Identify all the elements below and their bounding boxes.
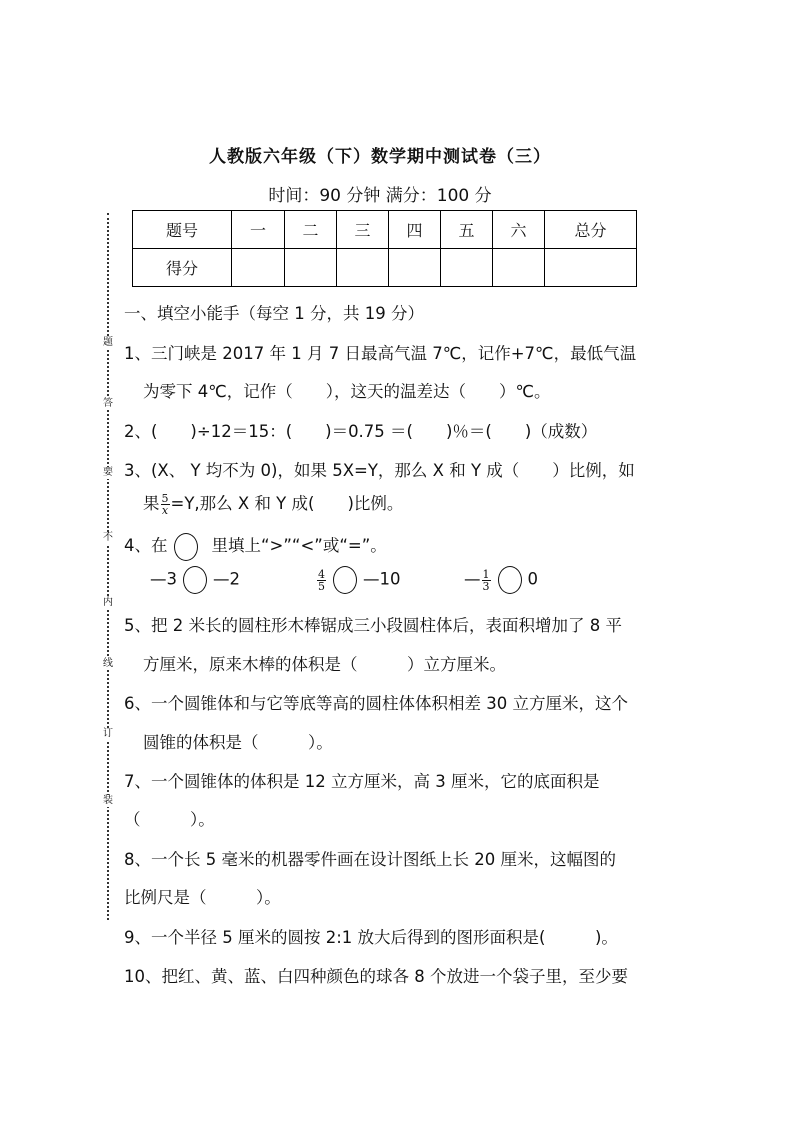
circle-blank-icon <box>174 533 198 561</box>
binding-char: 内 <box>103 597 113 608</box>
score-table-header-cell: 总分 <box>545 211 637 249</box>
question-8-line-1: 8、一个长 5 毫米的机器零件画在设计图纸上长 20 厘米，这幅图的 <box>124 850 616 869</box>
fraction-numerator: 5 <box>161 492 169 505</box>
compare-item-2 <box>316 566 401 594</box>
compare-right-value: 0 <box>527 569 538 589</box>
binding-char: 答 <box>103 398 113 409</box>
binding-char: 题 <box>103 337 113 348</box>
score-table-header-cell: 一 <box>232 211 285 249</box>
question-3-text: 果 <box>143 494 160 513</box>
fraction-5-over-x <box>161 493 170 516</box>
score-table-header-cell: 六 <box>493 211 545 249</box>
circle-blank-icon[interactable] <box>333 566 357 594</box>
binding-dotted-line <box>107 213 109 920</box>
score-table-header-row <box>133 211 637 249</box>
compare-item-3 <box>464 566 538 594</box>
circle-blank-icon[interactable] <box>183 566 207 594</box>
fraction-numerator: 4 <box>318 567 325 581</box>
score-cell <box>285 249 337 287</box>
binding-char: 不 <box>103 532 113 543</box>
binding-char: 装 <box>103 795 113 806</box>
score-cell <box>337 249 389 287</box>
fraction-denominator: 3 <box>482 579 490 593</box>
question-8-line-2: 比例尺是（ ）。 <box>124 888 281 907</box>
fraction-denominator: x <box>161 504 169 517</box>
score-cell <box>493 249 545 287</box>
fraction-1-over-3 <box>482 569 491 592</box>
circle-blank-icon[interactable] <box>498 566 522 594</box>
compare-right-value: —10 <box>363 569 401 589</box>
binding-char: 要 <box>103 467 113 478</box>
question-7-line-1: 7、一个圆锥体的体积是 12 立方厘米，高 3 厘米，它的底面积是 <box>124 772 600 791</box>
question-1-line-1: 1、三门峡是 2017 年 1 月 7 日最高气温 7℃，记作+7℃，最低气温 <box>124 344 637 363</box>
score-row-label: 得分 <box>133 249 232 287</box>
question-4 <box>124 532 387 561</box>
question-5-line-1: 5、把 2 米长的圆柱形木棒锯成三小段圆柱体后，表面积增加了 8 平 <box>124 616 622 635</box>
question-6-line-1: 6、一个圆锥体和与它等底等高的圆柱体体积相差 30 立方厘米，这个 <box>124 694 628 713</box>
question-1-line-2: 为零下 4℃，记作（ ），这天的温差达（ ）℃。 <box>143 382 551 401</box>
question-4-text: 里填上“>”“<”或“=”。 <box>211 536 387 555</box>
score-cell <box>389 249 441 287</box>
compare-right-value: —2 <box>213 569 240 589</box>
question-10-line-1: 10、把红、黄、蓝、白四种颜色的球各 8 个放进一个袋子里，至少要 <box>124 967 628 986</box>
compare-item-1 <box>150 566 240 594</box>
question-5-line-2: 方厘米，原来木棒的体积是（ ）立方厘米。 <box>143 655 506 674</box>
score-cell <box>545 249 637 287</box>
score-table-header-cell: 四 <box>389 211 441 249</box>
question-2: 2、( )÷12＝15：( )＝0.75 ＝( )％＝( )（成数） <box>124 422 598 441</box>
question-7-line-2: （ ）。 <box>124 810 215 829</box>
score-cell <box>441 249 493 287</box>
score-table-header-cell: 二 <box>285 211 337 249</box>
score-cell <box>232 249 285 287</box>
question-3-line-1: 3、(X、 Y 均不为 0)，如果 5X=Y，那么 X 和 Y 成（ ）比例，如 <box>124 461 635 480</box>
score-table-score-row <box>133 249 637 287</box>
score-table-header-cell: 三 <box>337 211 389 249</box>
score-table-header-cell: 五 <box>441 211 493 249</box>
compare-left-value: —3 <box>150 569 177 589</box>
binding-char: 线 <box>103 658 113 669</box>
fraction-4-over-5 <box>317 569 326 592</box>
section-title: 一、填空小能手（每空 1 分，共 19 分） <box>124 304 424 323</box>
question-4-text: 4、在 <box>124 536 168 555</box>
question-9: 9、一个半径 5 厘米的圆按 2:1 放大后得到的图形面积是( )。 <box>124 928 618 947</box>
question-3-line-2 <box>143 490 403 516</box>
score-table <box>132 210 637 287</box>
compare-sign: — <box>464 569 481 589</box>
binding-char: 订 <box>103 728 113 739</box>
question-6-line-2: 圆锥的体积是（ ）。 <box>143 733 333 752</box>
exam-subtitle: 时间：90 分钟 满分：100 分 <box>268 186 492 206</box>
score-table-header-cell: 题号 <box>133 211 232 249</box>
exam-title: 人教版六年级（下）数学期中测试卷（三） <box>209 147 551 167</box>
question-3-text: =Y,那么 X 和 Y 成( )比例。 <box>170 494 404 513</box>
fraction-numerator: 1 <box>482 567 490 581</box>
fraction-denominator: 5 <box>318 579 325 593</box>
